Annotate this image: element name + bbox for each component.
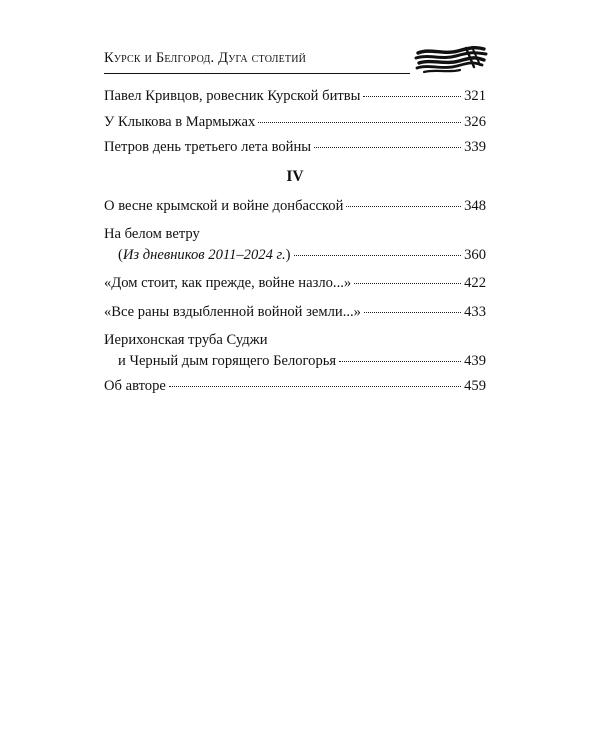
- toc-entry: [104, 137, 486, 158]
- toc-entry-title: Павел Кривцов, ровесник Курской битвы: [104, 88, 361, 104]
- toc-entry: [104, 86, 486, 107]
- dot-leader: [294, 255, 462, 256]
- ribbon-emblem-icon: [414, 45, 488, 75]
- toc-entry: [104, 376, 486, 397]
- dot-leader: [314, 147, 461, 148]
- toc-entry-title: О весне крымской и войне донбасской: [104, 197, 344, 214]
- dot-leader: [169, 386, 461, 387]
- toc-entry-page: 459: [464, 378, 486, 394]
- toc-entry: [104, 273, 486, 294]
- toc-entry-page: 339: [464, 139, 486, 155]
- toc-entry-title-line2: (Из дневников 2011–2024 г.): [118, 246, 291, 263]
- toc-entry: [104, 112, 486, 133]
- toc-entry-page: 348: [464, 197, 486, 214]
- section-heading: IV: [286, 167, 304, 185]
- running-header-title: Курск и Белгород. Дуга столетий: [104, 50, 307, 66]
- toc-entry: [104, 330, 486, 371]
- dot-leader: [363, 96, 461, 97]
- toc-entry-title: «Дом стоит, как прежде, войне назло...»: [104, 275, 352, 291]
- toc-entry-title-line1: На белом ветру: [104, 226, 200, 242]
- toc-entry-title-line2: и Черный дым горящего Белогорья: [118, 352, 337, 369]
- toc-entry-title: Петров день третьего лета войны: [104, 139, 312, 155]
- toc-entry-page: 422: [464, 275, 486, 291]
- running-header: [104, 46, 410, 74]
- toc-entry-title: Об авторе: [104, 378, 166, 394]
- toc-entry-page: 360: [464, 246, 486, 263]
- toc-entry: [104, 196, 486, 217]
- toc-entry-page: 321: [464, 88, 486, 104]
- toc-entry-page: 433: [464, 303, 486, 320]
- toc-entry-page: 439: [464, 352, 486, 369]
- toc-entry: [104, 302, 486, 323]
- toc-entry-title: У Клыкова в Мармыжах: [104, 113, 256, 130]
- toc-entry: [104, 224, 486, 265]
- table-of-contents: [104, 86, 486, 397]
- dot-leader: [346, 206, 461, 207]
- dot-leader: [354, 283, 461, 284]
- toc-entry-page: 326: [464, 113, 486, 130]
- dot-leader: [339, 361, 461, 362]
- dot-leader: [258, 122, 461, 123]
- toc-entry-title-line1: Иерихонская труба Суджи: [104, 332, 268, 348]
- toc-entry-title: «Все раны вздыбленной войной земли...»: [104, 303, 361, 320]
- dot-leader: [364, 312, 461, 313]
